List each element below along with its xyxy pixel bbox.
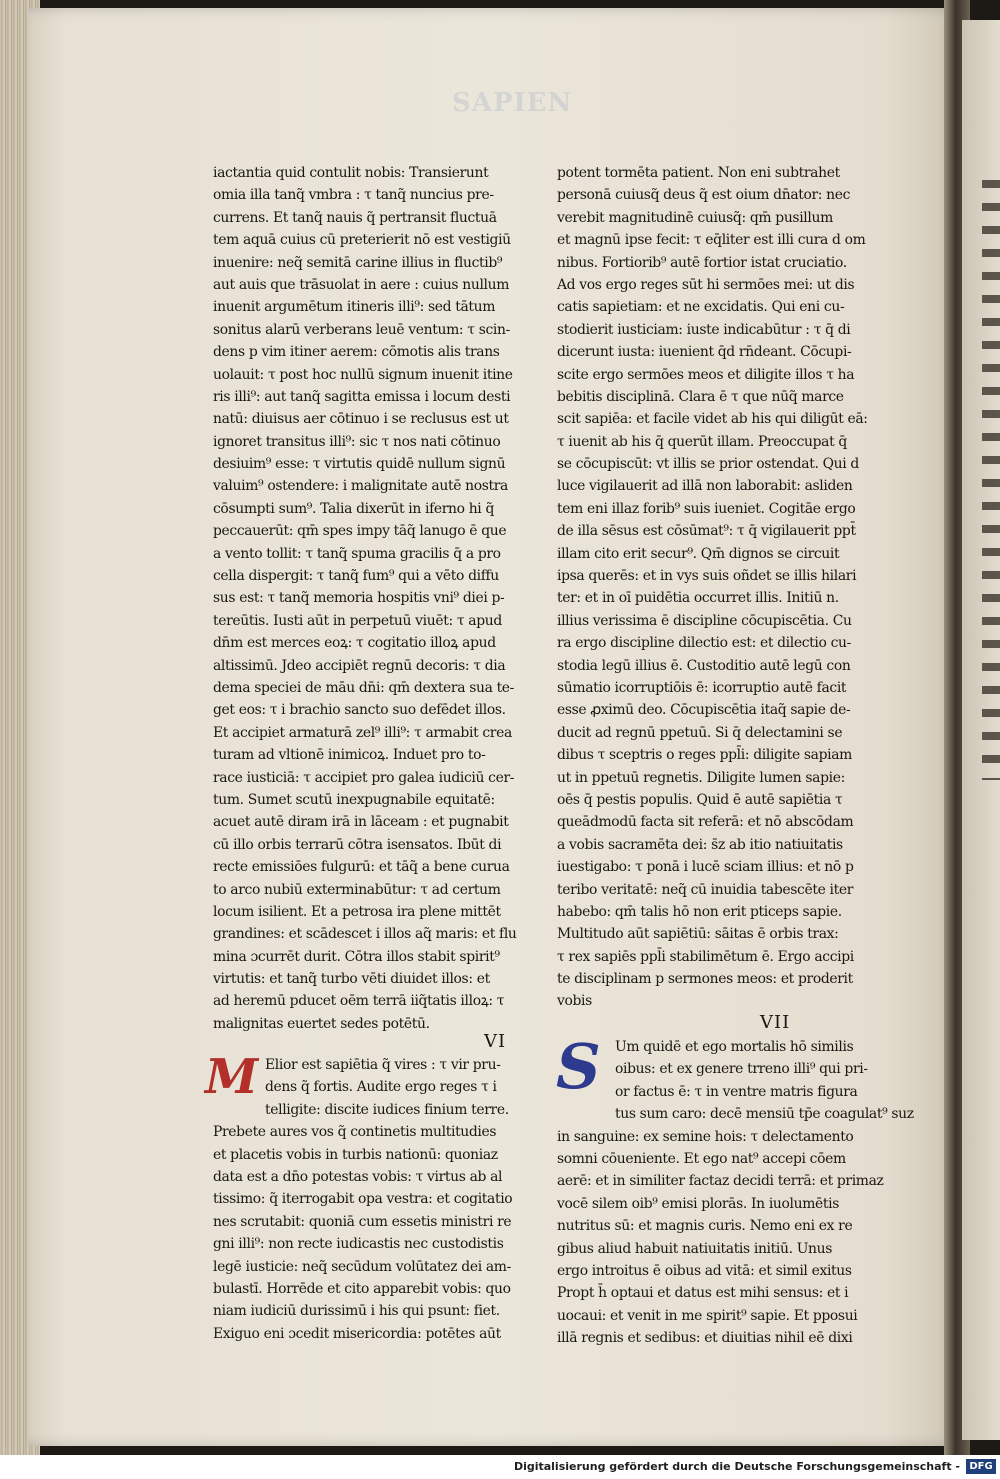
facing-page-edge xyxy=(962,20,1000,1440)
text-line: nibus. Fortiorib⁹ autē fortior istat cruciatio. xyxy=(557,254,847,271)
text-line: tereūtis. Iusti aūt in perpetuū viuēt: τ apud xyxy=(213,612,502,629)
text-line: Ad vos ergo reges sūt hi sermōes mei: ut dis xyxy=(557,276,855,293)
text-line: personā cuiusq̃ deus q̃ est oium dn̄ator: nec xyxy=(557,187,851,204)
text-line: dens p vim itiner aerem: cōmotis alis trans xyxy=(213,344,500,361)
text-line: natū: diuisus aer cōtinuo i se reclusus est ut xyxy=(213,411,509,428)
text-line: desiuim⁹ esse: τ virtutis quidē nullum signū xyxy=(213,456,506,473)
text-line: iuestigabo: τ ponā i lucē sciam illius: et nō p xyxy=(557,859,854,876)
text-line: peccauerūt: qm̄ spes impy tāq̃ lanugo ē que xyxy=(213,523,507,540)
right-column-chapter-text xyxy=(557,1036,914,1347)
text-line: ignoret transitus illi⁹: sic τ nos nati cōtinuo xyxy=(213,433,501,450)
text-line: stodia legū illius ē. Custoditio autē legū con xyxy=(557,657,851,674)
text-line: somni cōueniente. Et ego nat⁹ accepi cōem xyxy=(557,1150,846,1167)
chapter-number-vi: VI xyxy=(484,1031,507,1052)
text-line: catis sapietiam: et ne excidatis. Qui eni cu- xyxy=(557,299,845,316)
text-line: verebit magnitudinē cuiusq̃: qm̄ pusillum xyxy=(557,209,833,226)
text-line: cella dispergit: τ tanq̃ fum⁹ qui a vēto diffu xyxy=(213,568,499,585)
text-line: stodierit iusticiam: iuste indicabūtur : τ q̄ di xyxy=(557,321,851,338)
text-line: illius verissima ē discipline cōcupiscētia. Cu xyxy=(557,612,852,629)
text-line: nutritus sū: et magnis curis. Nemo eni ex re xyxy=(557,1218,853,1235)
text-line: illā regnis et sedibus: et diuitias nihil eē dixi xyxy=(557,1330,853,1347)
text-line: sus est: τ tanq̃ memoria hospitis vni⁹ diei p- xyxy=(213,590,505,607)
text-line: se cōcupiscūt: vt illis se prior ostendat. Qui d xyxy=(557,456,859,473)
facing-page-text-lines xyxy=(982,180,1000,780)
text-line: ris illi⁹: aut tanq̃ sagitta emissa i locum desti xyxy=(213,388,511,405)
text-line: dens q̃ fortis. Audite ergo reges τ i xyxy=(265,1079,497,1096)
text-line: oēs q̄ pestis populis. Quid ē autē sapiētia τ xyxy=(557,791,843,808)
text-line: inuenit argumētum itineris illi⁹: sed tātum xyxy=(213,299,496,316)
text-line: cōsumpti sum⁹. Talia dixerūt in iferno hi q̃ xyxy=(213,500,495,517)
text-line: virtutis: et tanq̃ turbo vēti diuidet illos: et xyxy=(213,971,490,988)
text-line: locum isilient. Et a petrosa ira plene mittēt xyxy=(213,903,501,920)
right-column-chapter-lines xyxy=(557,1036,914,1349)
text-line: mina ɔcurrēt durit. Cōtra illos stabit spirit⁹ xyxy=(213,948,500,965)
text-line: teribo veritatē: neq̃ cū inuidia tabescēte iter xyxy=(557,881,853,898)
text-line: recte emissiōes fulgurū: et tāq̃ a bene curua xyxy=(213,859,510,876)
text-line: tus sum caro: decē mensiū tp̄e coagulat⁹ suz xyxy=(615,1106,914,1123)
text-line: gibus aliud habuit natiuitatis initiū. Unus xyxy=(557,1240,833,1257)
text-line: in sanguine: ex semine hois: τ delectamento xyxy=(557,1128,854,1145)
text-line: data est a dn̄o potestas vobis: τ virtus ab al xyxy=(213,1168,503,1185)
footer-credit-text: Digitalisierung gefördert durch die Deutsche Forschungsgemeinschaft - xyxy=(513,1460,960,1473)
text-line: legē iusticie: neq̃ secūdum volūtatez dei am- xyxy=(213,1258,511,1275)
text-line: τ iuenit ab his q̄ querūt illam. Preoccupat q̄ xyxy=(557,433,847,450)
text-line: Um quidē et ego mortalis hō similis xyxy=(615,1039,854,1055)
text-line: scit sapiēa: et facile videt ab his qui diligūt eā: xyxy=(557,411,868,428)
text-line: τ rex sapiēs ppl̄i stabilimētum ē. Ergo accipi xyxy=(557,948,854,965)
text-line: vobis xyxy=(557,993,592,1010)
text-line: ipsa querēs: et in vys suis oñdet se illis hilari xyxy=(557,568,857,585)
text-line: ut in ppetuū regnetis. Diligite lumen sapie: xyxy=(557,769,845,786)
text-line: vocē silem oib⁹ emisi plorās. In iuolumētis xyxy=(557,1195,840,1212)
text-line: nes scrutabit: quoniā cum essetis ministri re xyxy=(213,1213,512,1230)
digitization-footer xyxy=(0,1455,1000,1479)
text-line: illam cito erit secur⁹. Qm̄ dignos se circuit xyxy=(557,545,840,562)
left-column-lines xyxy=(213,162,518,1035)
text-line: ad heremū pducet oēm terrā iiq̃tatis illoꝝ: τ xyxy=(213,993,505,1010)
text-line: Prebete aures vos q̃ continetis multitudies xyxy=(213,1124,497,1141)
text-line: malignitas euertet sedes potētū. xyxy=(213,1015,430,1032)
text-line: omia illa tanq̃ vmbra : τ tanq̃ nuncius pre- xyxy=(213,187,494,204)
text-line: sūmatio icorruptiōis ē: icorruptio autē facit xyxy=(557,679,847,696)
text-line: et placetis vobis in turbis nationū: quoniaz xyxy=(213,1146,498,1163)
text-line: Propt h̄ optaui et datus est mihi sensus: et i xyxy=(557,1285,849,1302)
text-line: telligite: discite iudices finium terre. xyxy=(265,1101,509,1118)
text-line: turam ad vltionē inimicoꝝ. Induet pro to- xyxy=(213,747,486,764)
text-line: dema speciei de māu dn̄i: qm̄ dextera sua te- xyxy=(213,679,515,696)
text-line: potent tormēta patient. Non eni subtrahet xyxy=(557,165,840,181)
text-line: a vobis sacramēta dei: s̄z ab itio natiuitatis xyxy=(557,836,843,853)
text-line: scite ergo sermōes meos et diligite illos τ ha xyxy=(557,366,855,383)
text-line: cū illo orbis terrarū cōtra isensatos. Ibūt di xyxy=(213,836,502,853)
text-line: esse ꝓximū deo. Cōcupiscētia itaq̃ sapie de- xyxy=(557,702,851,719)
dfg-logo: DFG xyxy=(966,1459,996,1474)
text-line: sonitus alarū verberans leuē ventum: τ scin- xyxy=(213,321,510,338)
text-line: ter: et in oī puidētia occurret illis. Initiū n. xyxy=(557,590,839,607)
text-line: currens. Et tanq̃ nauis q̃ pertransit fluctuā xyxy=(213,209,497,226)
text-line: race iusticiā: τ accipiet pro galea iudiciū cer- xyxy=(213,769,515,786)
left-column-chapter-lines xyxy=(213,1054,518,1345)
text-line: gni illi⁹: non recte iudicastis nec custodistis xyxy=(213,1236,504,1253)
left-text-column xyxy=(213,162,518,1032)
text-line: niam iudiciū durissimū i his qui psunt: fiet. xyxy=(213,1303,500,1320)
rubricated-initial-s: S xyxy=(556,1030,601,1103)
text-line: altissimū. Jdeo accipiēt regnū decoris: τ dia xyxy=(213,657,506,674)
running-head: SAPIEN xyxy=(452,88,573,118)
text-line: a vento tollit: τ tanq̃ spuma gracilis q̄ a pro xyxy=(213,545,501,562)
text-line: dibus τ sceptris o reges ppl̄i: diligite sapiam xyxy=(557,747,852,764)
text-line: to arco nubiū exterminabūtur: τ ad certum xyxy=(213,881,501,898)
text-line: bebitis disciplinā. Clara ē τ que nūq̃ marce xyxy=(557,388,844,405)
left-column-chapter-text xyxy=(213,1054,518,1342)
text-line: te disciplinam p sermones meos: et proderit xyxy=(557,971,853,988)
text-line: luce vigilauerit ad illā non laborabit: asliden xyxy=(557,478,853,495)
text-line: get eos: τ i brachio sancto suo defēdet illos. xyxy=(213,702,506,719)
text-line: tem aquā cuius cū preterierit nō est vestigiū xyxy=(213,232,511,249)
chapter-number-vii: VII xyxy=(760,1012,791,1033)
text-line: Et accipiet armaturā zel⁹ illi⁹: τ armabit crea xyxy=(213,724,512,741)
text-line: or factus ē: τ in ventre matris figura xyxy=(615,1083,858,1100)
text-line: dicerunt iusta: iuenient q̄d rn̄deant. Cōcupi- xyxy=(557,344,852,361)
text-line: ducit ad regnū ppetuū. Si q̄ delectamini se xyxy=(557,724,843,741)
text-line: uolauit: τ post hoc nullū signum inuenit itine xyxy=(213,366,513,383)
text-line: de illa sēsus est cōsūmat⁹: τ q̄ vigilauerit ppt̄ xyxy=(557,523,856,540)
text-line: oibus: et ex genere trreno illi⁹ qui pri- xyxy=(615,1061,868,1078)
text-line: iactantia quid contulit nobis: Transierunt xyxy=(213,165,489,181)
text-line: Elior est sapiētia q̃ vires : τ vir pru- xyxy=(265,1057,501,1073)
text-line: acuet autē diram irā in lāceam : et pugnabit xyxy=(213,814,509,831)
text-line: ergo introitus ē oibus ad vitā: et simil exitus xyxy=(557,1262,852,1279)
rubricated-initial-m: M xyxy=(205,1049,259,1105)
text-line: dn̄m est merces eoꝝ: τ cogitatio illoꝝ apud xyxy=(213,635,496,652)
text-line: Multitudo aūt sapiētiū: sāitas ē orbis trax: xyxy=(557,926,839,943)
text-line: aerē: et in similiter factaz decidi terrā: et primaz xyxy=(557,1173,884,1190)
text-line: queādmodū facta sit referā: et nō abscōdam xyxy=(557,814,854,831)
text-line: et magnū ipse fecit: τ eq̄liter est illi cura d om xyxy=(557,232,866,249)
text-line: ra ergo discipline dilectio est: et dilectio cu- xyxy=(557,635,851,652)
text-line: Exiguo eni ɔcedit misericordia: potētes aūt xyxy=(213,1325,501,1342)
text-line: valuim⁹ ostendere: i malignitate autē nostra xyxy=(213,478,508,495)
text-line: bulastī. Horrēde et cito apparebit vobis: quo xyxy=(213,1280,511,1297)
text-line: inuenire: neq̃ semitā carine illius in fluctib⁹ xyxy=(213,254,503,271)
text-line: habebo: qm̄ talis hō non erit pticeps sapie. xyxy=(557,903,842,920)
right-text-column xyxy=(557,162,868,1010)
text-line: uocaui: et venit in me spirit⁹ sapie. Et pposui xyxy=(557,1307,858,1324)
text-line: tem eni illaz forib⁹ suis iueniet. Cogitāe ergo xyxy=(557,500,856,517)
right-column-lines xyxy=(557,162,868,1013)
text-line: aut auis que trāsuolat in aere : cuius nullum xyxy=(213,276,510,293)
text-line: tissimo: q̃ iterrogabit opa vestra: et cogitatio xyxy=(213,1191,513,1208)
text-line: grandines: et scādescet i illos aq̃ maris: et flu xyxy=(213,926,517,943)
text-line: tum. Sumet scutū inexpugnabile equitatē: xyxy=(213,791,495,808)
